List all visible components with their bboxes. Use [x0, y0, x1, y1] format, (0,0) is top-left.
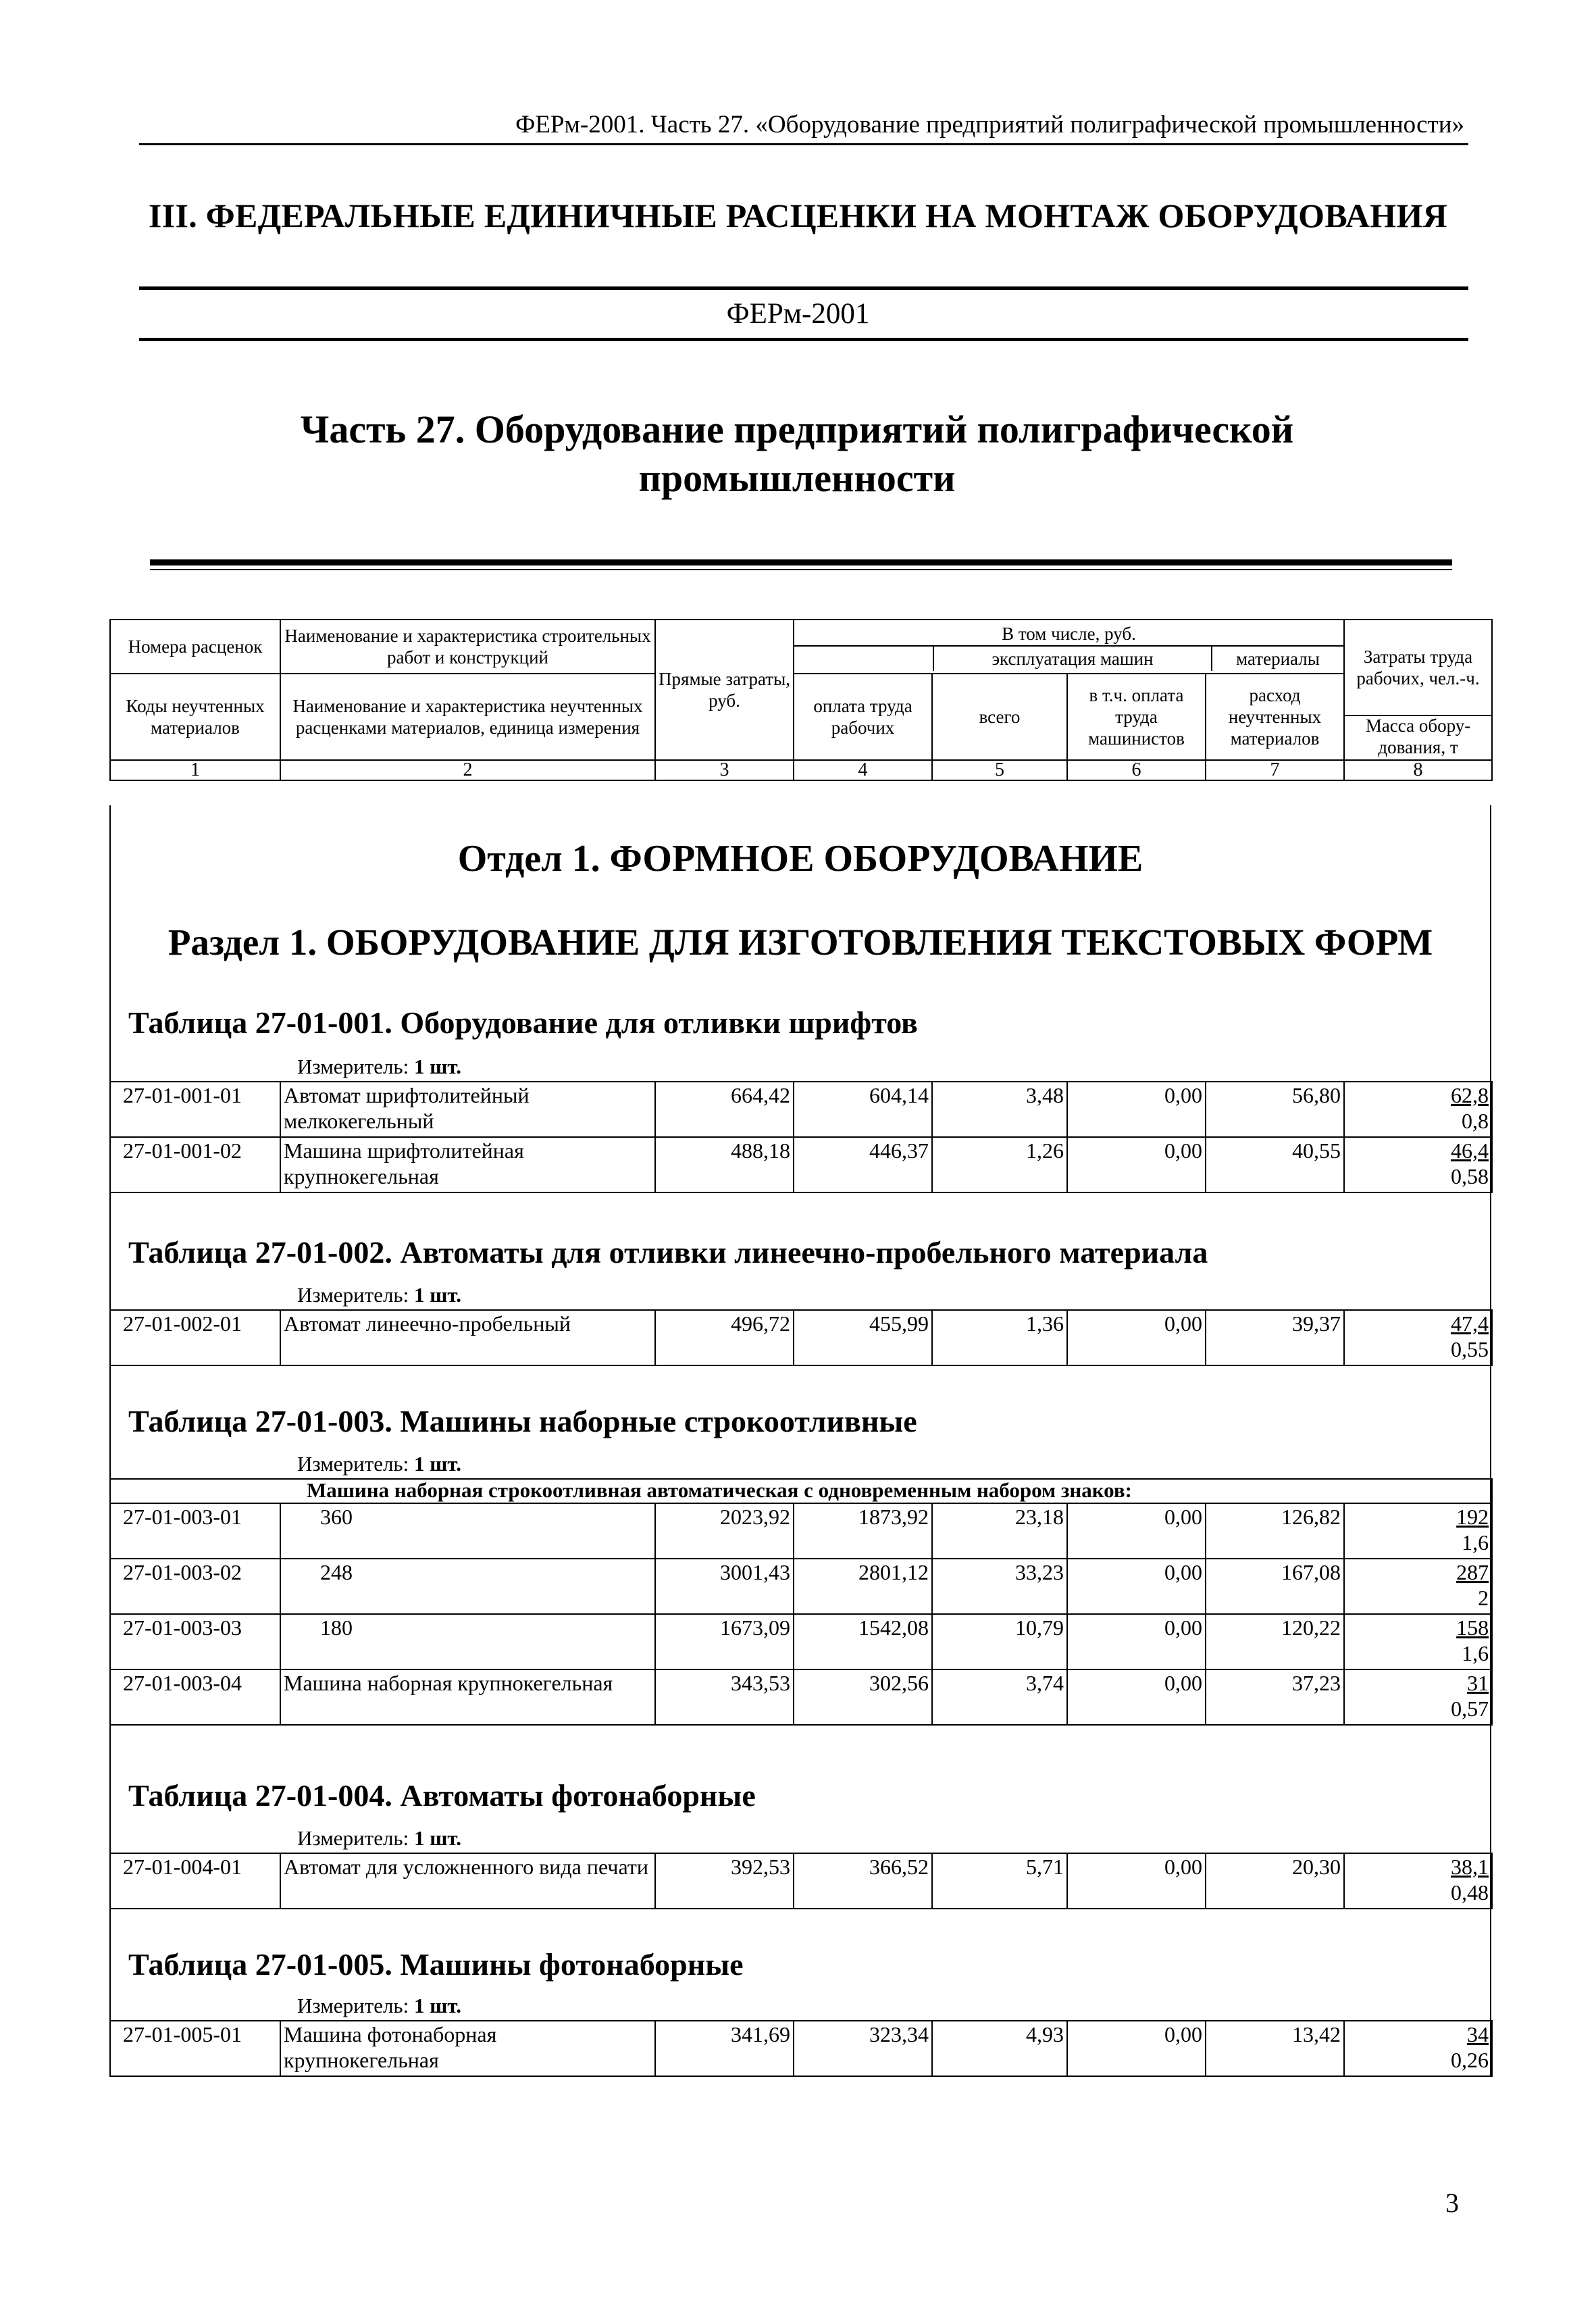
table-row: 27-01-005-01 Машина фотонаборная крупнокегельная 341,69 323,34 4,93 0,00 13,42 34 0,26 — [110, 2021, 1492, 2076]
table-title: Таблица 27-01-005. Машины фотонаборные — [128, 1947, 744, 1982]
rate-table — [109, 2020, 1493, 2077]
meter-line: Измеритель: 1 шт. — [297, 1283, 462, 1307]
part-title: Часть 27. Оборудование предприятий полиграфической промышленности — [300, 407, 1294, 500]
header-materials: материалы — [1236, 649, 1320, 669]
header-material-name: Наименование и характеристика неучтенных расценками материалов, единица измерения — [280, 674, 655, 760]
header-labor-cost: Затраты труда рабочих, чел.-ч. Масса обору-дования, т — [1344, 620, 1492, 760]
meter-line: Измеритель: 1 шт. — [297, 1994, 462, 2017]
otdel-heading: Отдел 1. ФОРМНОЕ ОБОРУДОВАНИЕ — [457, 838, 1143, 880]
header-total: всего — [932, 674, 1067, 760]
table-title: Таблица 27-01-003. Машины наборные строкоотливные — [128, 1404, 917, 1438]
header-materials-sub: расход неучтенных материалов — [1206, 674, 1344, 760]
section-title: III. ФЕДЕРАЛЬНЫЕ ЕДИНИЧНЫЕ РАСЦЕНКИ НА МОНТАЖ ОБОРУДОВАНИЯ — [148, 197, 1448, 234]
col-num-2: 2 — [280, 760, 655, 780]
header-mass: Масса обору-дования, т — [1365, 715, 1471, 757]
header-machines: эксплуатация машин — [933, 647, 1212, 671]
header-rule — [139, 143, 1468, 145]
ferm-label: ФЕРм-2001 — [726, 298, 870, 330]
col-num-5: 5 — [932, 760, 1067, 780]
col-num-1: 1 — [110, 760, 280, 780]
col-num-7: 7 — [1206, 760, 1344, 780]
running-header: ФЕРм-2001. Часть 27. «Оборудование предприятий полиграфической промышленности» — [515, 111, 1464, 139]
col-num-3: 3 — [655, 760, 794, 780]
rate-table — [109, 1853, 1493, 1909]
table-row: 27-01-003-01 360 2023,92 1873,92 23,18 0,00 126,82 192 1,6 — [110, 1503, 1492, 1559]
header-machinist: в т.ч. оплата труда машинистов — [1067, 674, 1206, 760]
table-title: Таблица 27-01-004. Автоматы фотонаборные — [128, 1778, 756, 1813]
col-num-8: 8 — [1344, 760, 1492, 780]
table-row: 27-01-003-04 Машина наборная крупнокегельная 343,53 302,56 3,74 0,00 37,23 31 0,57 — [110, 1669, 1492, 1725]
header-labor: оплата труда рабочих — [794, 674, 932, 760]
table-row: 27-01-004-01 Автомат для усложненного вида печати 392,53 366,52 5,71 0,00 20,30 38,1 0,48 — [110, 1853, 1492, 1909]
page-number: 3 — [1445, 2188, 1459, 2218]
ferm-rule-top — [139, 286, 1468, 290]
ferm-rule-bottom — [139, 338, 1468, 341]
header-material-codes: Коды неучтенных материалов — [110, 674, 280, 760]
column-header-table — [109, 619, 1493, 781]
meter-line: Измеритель: 1 шт. — [297, 1826, 462, 1850]
thick-rule — [150, 559, 1452, 565]
table-row: 27-01-003-02 248 3001,43 2801,12 33,23 0,00 167,08 287 2 — [110, 1559, 1492, 1614]
meter-line: Измеритель: 1 шт. — [297, 1452, 462, 1476]
group-row: Машина наборная строкоотливная автоматическая с одновременным набором знаков: — [110, 1479, 1492, 1503]
meter-line: Измеритель: 1 шт. — [297, 1055, 462, 1078]
header-work-name: Наименование и характеристика строительных работ и конструкций — [280, 620, 655, 674]
razdel-heading: Раздел 1. ОБОРУДОВАНИЕ ДЛЯ ИЗГОТОВЛЕНИЯ ТЕКСТОВЫХ ФОРМ — [168, 922, 1433, 963]
rate-table — [109, 1309, 1493, 1366]
table-row: 27-01-003-03 180 1673,09 1542,08 10,79 0,00 120,22 158 1,6 — [110, 1614, 1492, 1669]
thin-rule — [150, 569, 1452, 570]
rate-table — [109, 1478, 1493, 1726]
header-rate-numbers: Номера расценок — [110, 620, 280, 674]
header-including: В том числе, руб. эксплуатация машин материалы — [794, 620, 1344, 674]
rate-table — [109, 1081, 1493, 1193]
header-direct-costs: Прямые затраты, руб. — [655, 620, 794, 760]
col-num-6: 6 — [1067, 760, 1206, 780]
col-num-4: 4 — [794, 760, 932, 780]
table-row: 27-01-001-01 Автомат шрифтолитейный мелкокегельный 664,42 604,14 3,48 0,00 56,80 62,8 0,8 — [110, 1082, 1492, 1137]
table-title: Таблица 27-01-001. Оборудование для отливки шрифтов — [128, 1005, 918, 1040]
table-row: 27-01-002-01 Автомат линеечно-пробельный 496,72 455,99 1,36 0,00 39,37 47,4 0,55 — [110, 1310, 1492, 1365]
table-row: 27-01-001-02 Машина шрифтолитейная крупнокегельная 488,18 446,37 1,26 0,00 40,55 46,4 0,58 — [110, 1137, 1492, 1192]
table-title: Таблица 27-01-002. Автоматы для отливки линеечно-пробельного материала — [128, 1235, 1208, 1269]
